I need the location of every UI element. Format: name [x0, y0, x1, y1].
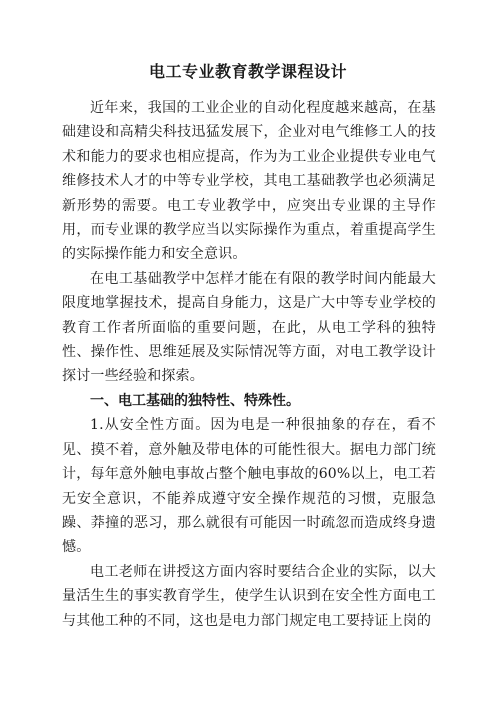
section-heading: 一、电工基础的独特性、特殊性。: [90, 392, 300, 409]
document-title: 电工专业教育教学课程设计: [148, 62, 347, 81]
intro-paragraph-2: 在电工基础教学中怎样才能在有限的教学时间内能最大限度地掌握技术，提高自身能力，这是广大中等专业学校的教育工作者所面临的重要问题，在此，从电工学科的独特性、操作性、思维延展及实际情况等方面，对电工教学设计探讨一些经验和探索。: [62, 270, 436, 385]
section-paragraph-2: 电工老师在讲授这方面内容时要结合企业的实际，以大量活生生的事实教育学生，使学生认识到在安全性方面电工与其他工种的不同，这也是电力部门规定电工要持证上岗的: [62, 563, 436, 629]
document-body: [62, 96, 436, 633]
section-paragraph-1: 1.从安全性方面。因为电是一种很抽象的存在，看不见、摸不着，意外触及带电体的可能性很大。据电力部门统计，每年意外触电事故占整个触电事故的60%以上，电工若无安全意识，不能养成遵守安全操作规范的习惯，克服急躁、莽撞的恶习，那么就很有可能因一时疏忽而造成终身遗憾。: [62, 417, 436, 556]
intro-paragraph-1: 近年来，我国的工业企业的自动化程度越来越高，在基础建设和高精尖科技迅猛发展下，企业对电气维修工人的技术和能力的要求也相应提高，作为为工业企业提供专业电气维修技术人才的中等专业学校，其电工基础教学也必须满足新形势的需要。电工专业教学中，应突出专业课的主导作用，而专业课的教学应当以实际操作为重点，着重提高学生的实际操作能力和安全意识。: [62, 100, 436, 263]
